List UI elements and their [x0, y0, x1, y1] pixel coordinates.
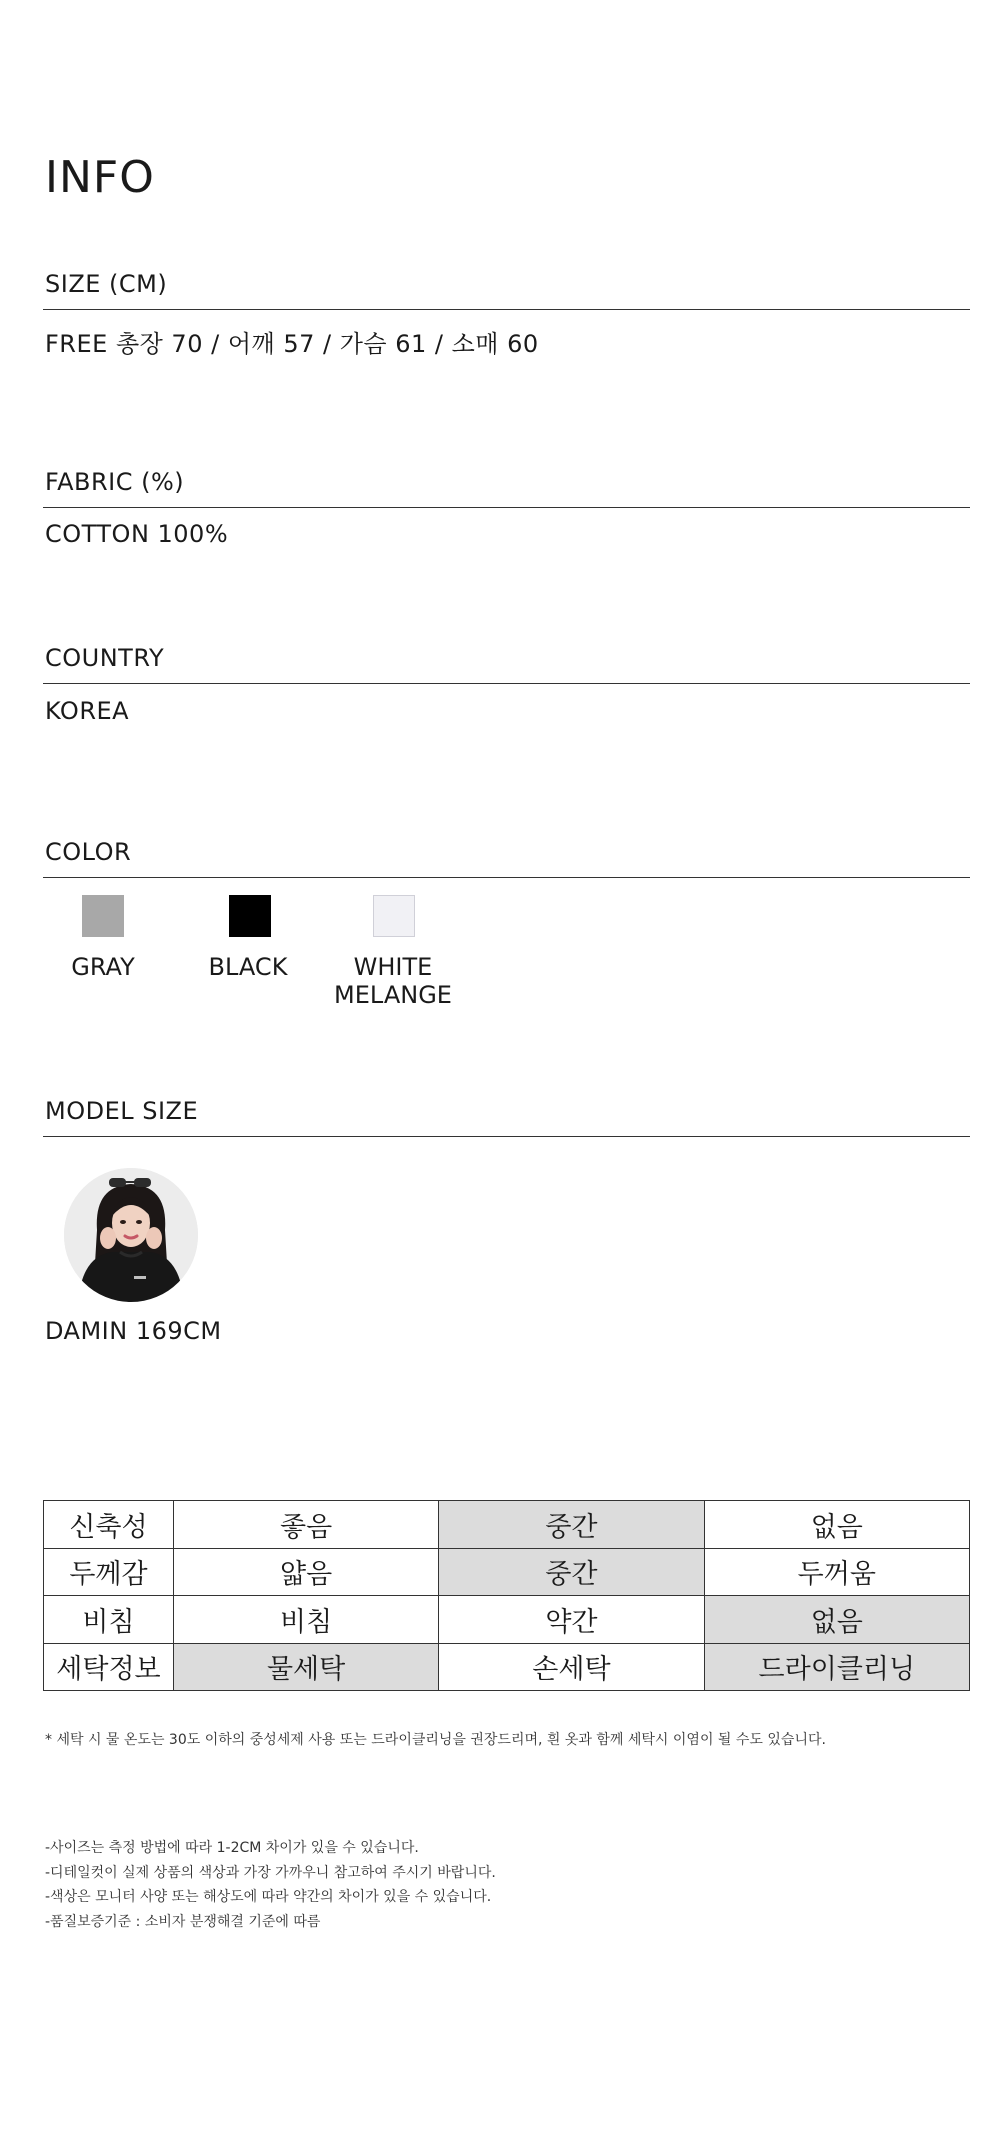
- color-swatch-gray: [82, 895, 124, 937]
- row-header: 세탁정보: [44, 1643, 174, 1691]
- size-value: FREE 총장 70 / 어깨 57 / 가슴 61 / 소매 60: [45, 330, 539, 358]
- country-divider: [43, 683, 970, 684]
- color-swatch-label: BLACK: [208, 953, 288, 981]
- notice-item: -품질보증기준 : 소비자 분쟁해결 기준에 따름: [45, 1913, 321, 1930]
- model-size-label: MODEL SIZE: [45, 1097, 199, 1125]
- table-row: [44, 1596, 970, 1644]
- notice-item: -사이즈는 측정 방법에 따라 1-2CM 차이가 있을 수 있습니다.: [45, 1840, 419, 1856]
- option-cell: 얇음: [173, 1548, 438, 1596]
- option-cell: 약간: [439, 1596, 704, 1644]
- care-note: * 세탁 시 물 온도는 30도 이하의 중성세제 사용 또는 드라이클리닝을 권장드리며, 흰 옷과 함께 세탁시 이염이 될 수도 있습니다.: [45, 1732, 826, 1748]
- option-cell-selected: 중간: [439, 1501, 704, 1549]
- color-divider: [43, 877, 970, 878]
- option-cell: 좋음: [173, 1501, 438, 1549]
- color-swatch-label: GRAY: [71, 953, 135, 981]
- option-cell-selected: 드라이클리닝: [704, 1643, 969, 1691]
- notice-list: [45, 1836, 496, 1934]
- size-divider: [43, 309, 970, 310]
- page-title: INFO: [45, 152, 155, 203]
- country-value: KOREA: [45, 697, 130, 725]
- option-cell: 손세탁: [439, 1643, 704, 1691]
- option-cell: 없음: [704, 1501, 969, 1549]
- row-header: 비침: [44, 1596, 174, 1644]
- row-header: 신축성: [44, 1501, 174, 1549]
- option-cell: 두꺼움: [704, 1548, 969, 1596]
- option-cell: 비침: [173, 1596, 438, 1644]
- fabric-property-table: [43, 1500, 970, 1691]
- table-row: [44, 1548, 970, 1596]
- option-cell-selected: 물세탁: [173, 1643, 438, 1691]
- notice-item: -색상은 모니터 사양 또는 해상도에 따라 약간의 차이가 있을 수 있습니다.: [45, 1889, 492, 1905]
- option-cell-selected: 중간: [439, 1548, 704, 1596]
- model-photo-icon: [64, 1168, 198, 1302]
- model-caption: DAMIN 169CM: [45, 1317, 222, 1345]
- color-swatch-label: WHITE MELANGE: [334, 953, 452, 1009]
- fabric-divider: [43, 507, 970, 508]
- fabric-label: FABRIC (%): [45, 468, 185, 496]
- option-cell-selected: 없음: [704, 1596, 969, 1644]
- fabric-value: COTTON 100%: [45, 520, 229, 548]
- color-label: COLOR: [45, 838, 132, 866]
- model-size-divider: [43, 1136, 970, 1137]
- country-label: COUNTRY: [45, 644, 165, 672]
- model-avatar: [64, 1168, 198, 1302]
- color-swatch-white-melange: [373, 895, 415, 937]
- color-swatch-black: [229, 895, 271, 937]
- size-label: SIZE (CM): [45, 270, 168, 298]
- row-header: 두께감: [44, 1548, 174, 1596]
- notice-item: -디테일컷이 실제 상품의 색상과 가장 가까우니 참고하여 주시기 바랍니다.: [45, 1864, 496, 1881]
- table-row: [44, 1501, 970, 1549]
- table-row: [44, 1643, 970, 1691]
